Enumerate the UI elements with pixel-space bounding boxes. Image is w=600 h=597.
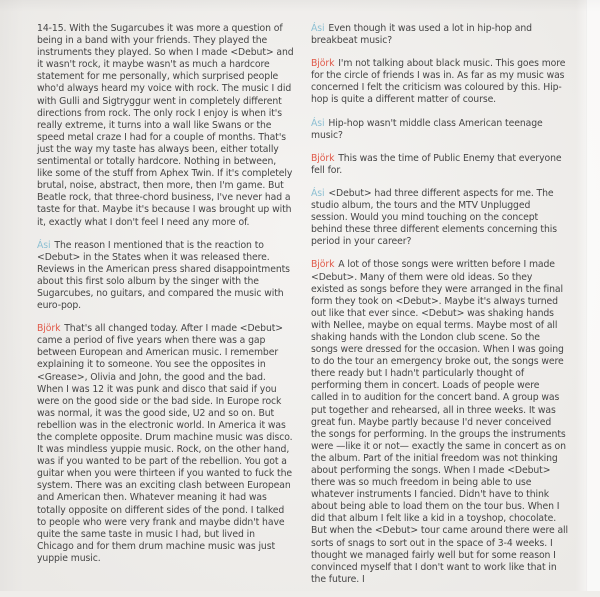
paragraph-text: Even though it was used a lot in hip-hop and breakbeat music?	[311, 23, 532, 47]
interview-paragraph	[37, 240, 294, 313]
speaker-label-asi: Ási	[311, 117, 325, 129]
speaker-label-bjork: Björk	[311, 58, 335, 70]
right-column	[311, 23, 568, 597]
paragraph-text: The reason I mentioned that is the reaction to <Debut> in the States when it was released there. Reviews in the American press shared disappointments about this first solo album by the singer with the Sugarcubes, no guitars, and compared the music with euro-pop.	[37, 239, 290, 312]
paragraph-text: That's all changed today. After I made <Debut> came a period of five years when there was a gap between European and American music. I remember explaining it to someone. You see the opposites in <Grease>, Olivia and John, the good and the bad. When I was 12 it was punk and disco that said if you were on the good side or the bad side. In Europe rock was normal, it was the good side, U2 and so on. But rebellion was in the electronic world. In America it was the complete opposite. Drum machine music was disco. It was mindless yuppie music. Rock, on the other hand, was if you wanted to be part of the rebellion. You got a guitar when you were thirteen if you wanted to fuck the system. There was an exciting clash between European and American then. Whatever meaning it had was totally opposite on different sides of the pond. I talked to people who were very frank and maybe didn't have quite the same taste in music I had, but lived in Chicago and for them drum machine music was just yuppie music.	[37, 323, 293, 564]
paragraph-text: I'm not talking about black music. This goes more for the circle of friends I was in. As far as my music was concerned I felt the criticism was coloured by this. Hip-hop is quite a different matter of course.	[311, 58, 566, 106]
interview-paragraph	[311, 23, 568, 47]
interview-paragraph	[311, 118, 568, 142]
paragraph-text: This was the time of Public Enemy that everyone fell for.	[311, 152, 562, 176]
speaker-label-bjork: Björk	[37, 323, 61, 335]
speaker-label-asi: Ási	[37, 239, 51, 251]
speaker-label-bjork: Björk	[311, 152, 335, 164]
speaker-label-asi: Ási	[311, 23, 325, 34]
paragraph-text: 14-15. With the Sugarcubes it was more a question of being in a band with your friends. They played the instruments they played. So when I made <Debut> and it wasn't rock, it maybe wasn't as much a hardcore statement for me personally, which surprised people who'd always heard my voice with rock. The music I did with Gulli and Sigtryggur went in completely different directions from rock. The only rock I enjoy is when it's really extreme, it turns into a wall like Swans or the speed metal craze I had for a couple of months. That's just the way my taste has always been, either totally sentimental or totally hardcore. Nothing in between, like some of the stuff from Aphex Twin. If it's completely brutal, noise, abstract, then more, then I'm game. But Beatle rock, that three-chord business, I've never had a taste for that. Maybe it's because I was brought up with it, exactly what I don't feel I need any more of.	[37, 23, 294, 228]
paragraph-text: A lot of those songs were written before I made <Debut>. Many of them were old ideas. So they existed as songs before they were arranged in the final form they took on <Debut>. Maybe it's always turned out like that ever since. <Debut> was shaking hands with Nellee, maybe on equal terms. Maybe most of all shaking hands with the London club scene. So the songs were dressed for the occasion. When I was going to do the tour an emergency broke out, the songs were there ready but I hadn't particularly thought of performing them in concert. Loads of people were called in to audition for the concert band. A group was put together and rehearsed, all in three weeks. It was great fun. Maybe partly because I'd never conceived the songs for performing. In the groups the instruments were —like it or not— exactly the same in concert as on the album. Part of the initial freedom was not thinking about performing the songs. When I made <Debut> there was so much freedom in being able to use whatever instruments I fancied. Didn't have to think about being able to load them on the tour bus. When I did that album I felt like a kid in a toyshop, chocolate. But when the <Debut> tour came around there were all sorts of snags to sort out in the space of 3-4 weeks. I thought we managed fairly well but for some reason I convinced myself that I don't want to work like that in the future. I	[311, 259, 569, 585]
paragraph-text: Hip-hop wasn't middle class American teenage music?	[311, 117, 543, 141]
scan-page-edge	[586, 0, 600, 591]
speaker-label-bjork: Björk	[311, 259, 335, 271]
interview-paragraph	[311, 58, 568, 106]
left-column	[37, 23, 294, 576]
interview-paragraph	[37, 23, 294, 229]
interview-paragraph	[311, 188, 568, 248]
speaker-label-asi: Ási	[311, 187, 325, 199]
paragraph-text: <Debut> had three different aspects for me. The studio album, the tours and the MTV Unplugged session. Would you mind touching on the concept behind these three different elements concerning this period in your career?	[311, 187, 557, 248]
interview-paragraph	[311, 153, 568, 177]
interview-paragraph	[37, 323, 294, 565]
interview-paragraph	[311, 259, 568, 586]
